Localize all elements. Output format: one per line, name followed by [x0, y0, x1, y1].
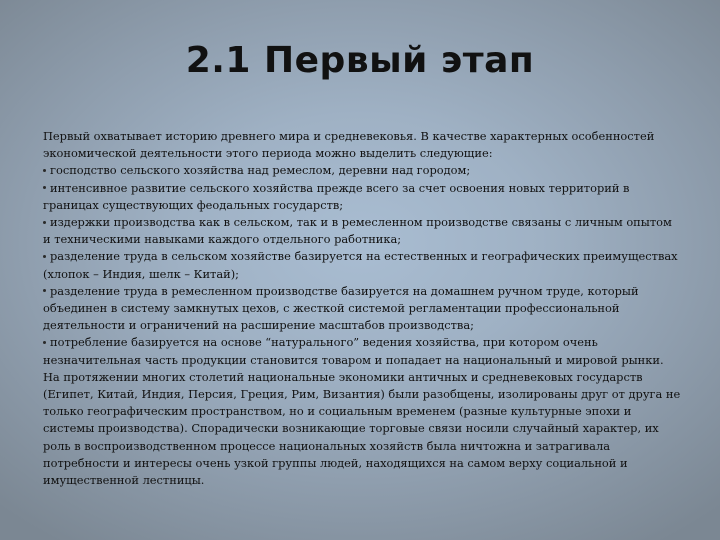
bullet-icon [43, 221, 46, 224]
bullet-item-6 [43, 334, 683, 368]
intro-paragraph: Первый охватывает историю древнего мира и средневековья. В качестве характерных особенностей экономической деятельности этого периода можно выделить следующие: [43, 129, 655, 161]
bullet-icon [43, 186, 46, 189]
bullet-icon [43, 341, 46, 344]
bullet-text: господство сельского хозяйства над ремеслом, деревни над городом; [50, 163, 471, 178]
bullet-text: разделение труда в ремесленном производстве базируется на домашнем ручном труде, который объединен в систему замкнутых цехов, с жесткой системой регламентации профессиональной деятельности и ограничений на расширение масштабов производства; [43, 283, 639, 333]
bullet-icon [43, 289, 46, 292]
bullet-icon [43, 255, 46, 258]
bullet-text: потребление базируется на основе “натурального” ведения хозяйства, при котором очень незначительная часть продукции становится товаром и попадает на национальный и мировой рынки. [43, 335, 664, 367]
bullet-text: разделение труда в сельском хозяйстве базируется на естественных и географических преимуществах (хлопок – Индия, шелк – Китай); [43, 249, 678, 281]
bullet-item-1 [43, 162, 683, 179]
bullet-text: интенсивное развитие сельского хозяйства прежде всего за счет освоения новых территорий в границах существующих феодальных государств; [43, 180, 630, 212]
bullet-item-2 [43, 180, 683, 214]
bullet-text: издержки производства как в сельском, так и в ремесленном производстве связаны с личным опытом и техническими навыками каждого отдельного работника; [43, 215, 672, 247]
conclusion-paragraph: На протяжении многих столетий национальные экономики античных и средневековых государств (Египет, Китай, Индия, Персия, Греция, Рим, Византия) были разобщены, изолированы друг от друга не только географическим пространством, но и социальным временем (разные культурные эпохи и системы производства). Спорадически возникающие торговые связи носили случайный характер, их роль в воспроизводственном процессе национальных хозяйств была ничтожна и затрагивала потребности и интересы очень узкой группы людей, находящихся на самом верху социальной и имущественной лестницы. [43, 369, 681, 488]
bullet-item-3 [43, 214, 683, 248]
bullet-item-5 [43, 283, 683, 335]
bullet-item-4 [43, 248, 683, 282]
slide-title: 2.1 Первый этап [185, 40, 535, 81]
bullet-icon [43, 169, 46, 172]
slide-body [43, 128, 683, 489]
